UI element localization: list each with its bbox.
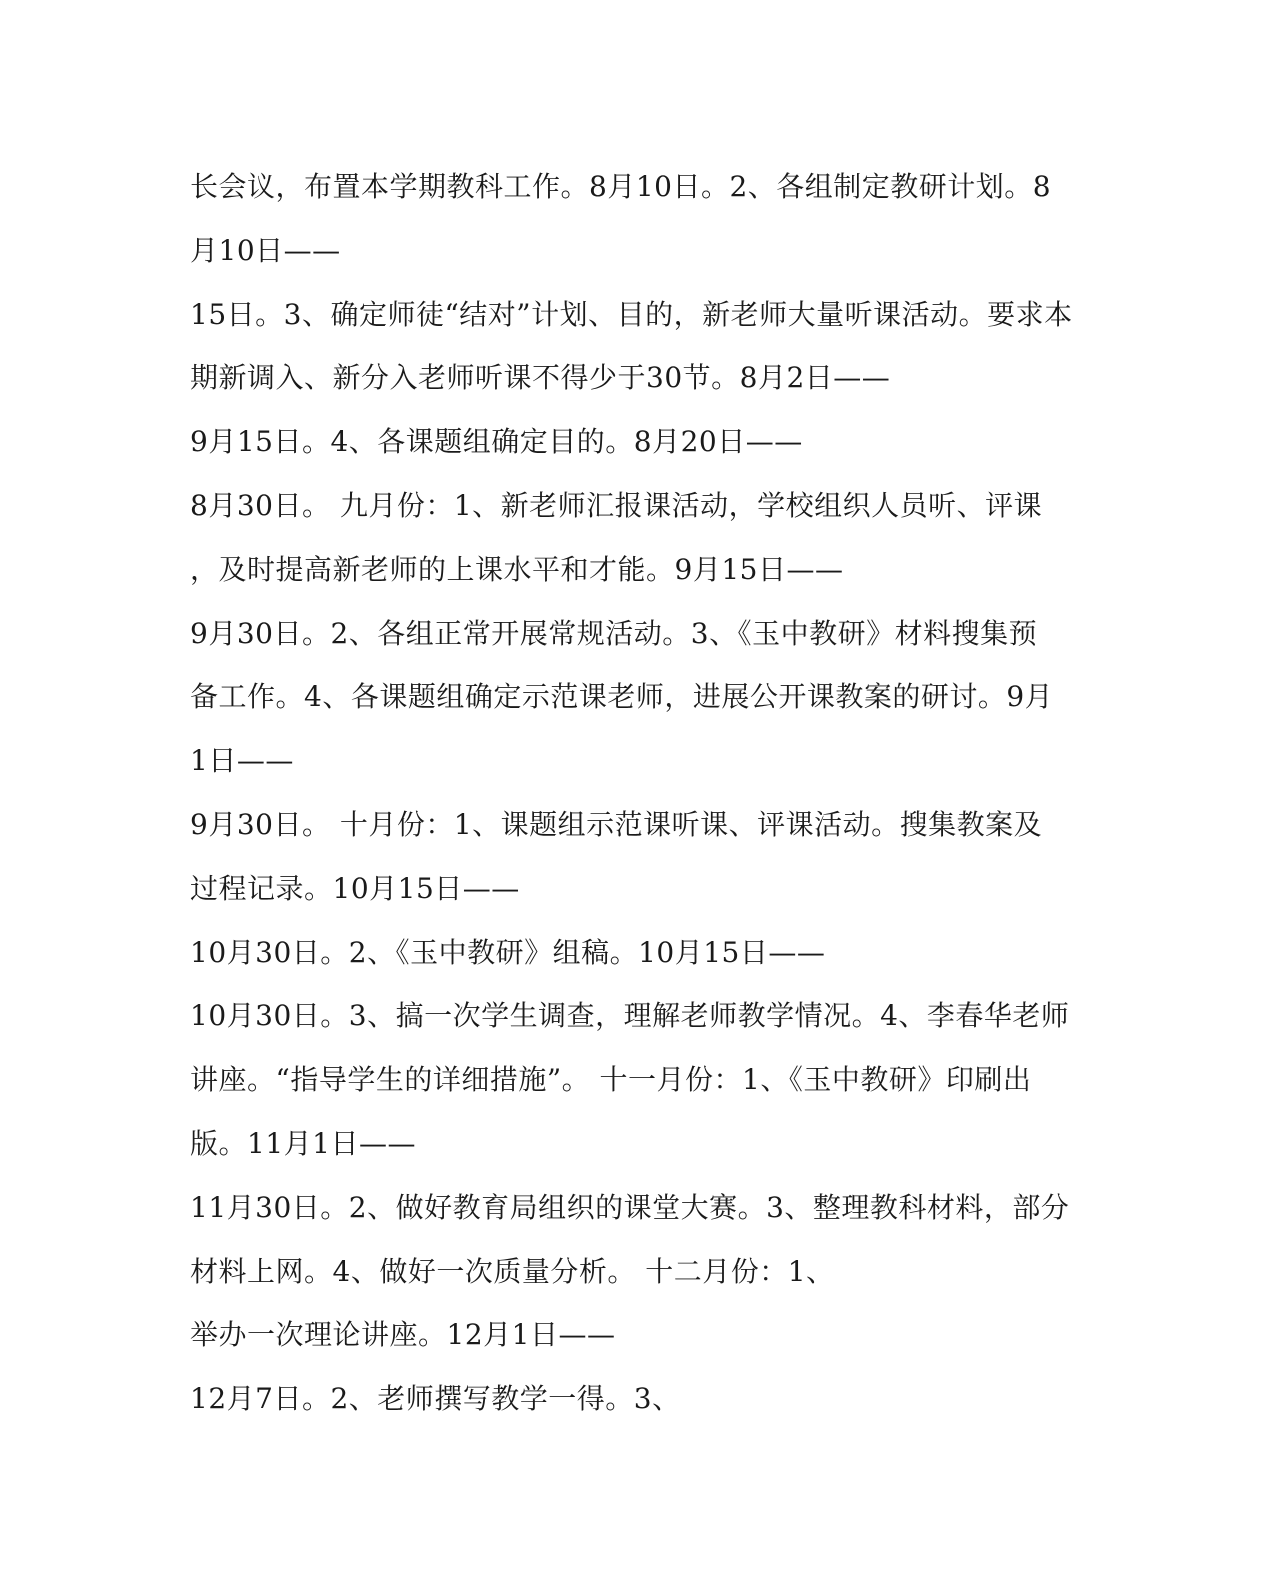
- text-line: 9月15日。4、各课题组确定目的。8月20日——: [190, 425, 803, 459]
- text-line: 长会议，布置本学期教科工作。8月10日。2、各组制定教研计划。8: [190, 170, 1052, 203]
- document-body: [190, 155, 1073, 1431]
- text-line: 材料上网。4、做好一次质量分析。 十二月份：1、: [190, 1254, 835, 1288]
- text-line: 9月30日。2、各组正常开展常规活动。3、《玉中教研》材料搜集预: [190, 616, 1038, 650]
- text-line: 1日——: [190, 744, 294, 778]
- text-line: 9月30日。 十月份：1、课题组示范课听课、评课活动。搜集教案及: [190, 807, 1043, 841]
- text-line: 10月30日。3、搞一次学生调查，理解老师教学情况。4、李春华老师: [190, 999, 1070, 1033]
- text-line: 过程记录。10月15日——: [190, 871, 520, 905]
- text-line: 月10日——: [190, 233, 341, 267]
- text-line: 12月7日。2、老师撰写教学一得。3、: [190, 1382, 681, 1416]
- text-line: 讲座。“指导学生的详细措施”。 十一月份：1、《玉中教研》印刷出: [190, 1063, 1032, 1097]
- text-line: 8月30日。 九月份：1、新老师汇报课活动，学校组织人员听、评课: [190, 488, 1043, 522]
- text-line: 备工作。4、各课题组确定示范课老师，进展公开课教案的研讨。9月: [190, 680, 1054, 714]
- text-line: 期新调入、新分入老师听课不得少于30节。8月2日——: [190, 361, 891, 395]
- text-line: ，及时提高新老师的上课水平和才能。9月15日——: [190, 552, 844, 586]
- text-line: 11月30日。2、做好教育局组织的课堂大赛。3、整理教科材料，部分: [190, 1190, 1070, 1224]
- text-line: 举办一次理论讲座。12月1日——: [190, 1318, 616, 1352]
- text-line: 版。11月1日——: [190, 1126, 416, 1160]
- text-line: 15日。3、确定师徒“结对”计划、目的，新老师大量听课活动。要求本: [190, 297, 1073, 331]
- text-line: 10月30日。2、《玉中教研》组稿。10月15日——: [190, 935, 826, 969]
